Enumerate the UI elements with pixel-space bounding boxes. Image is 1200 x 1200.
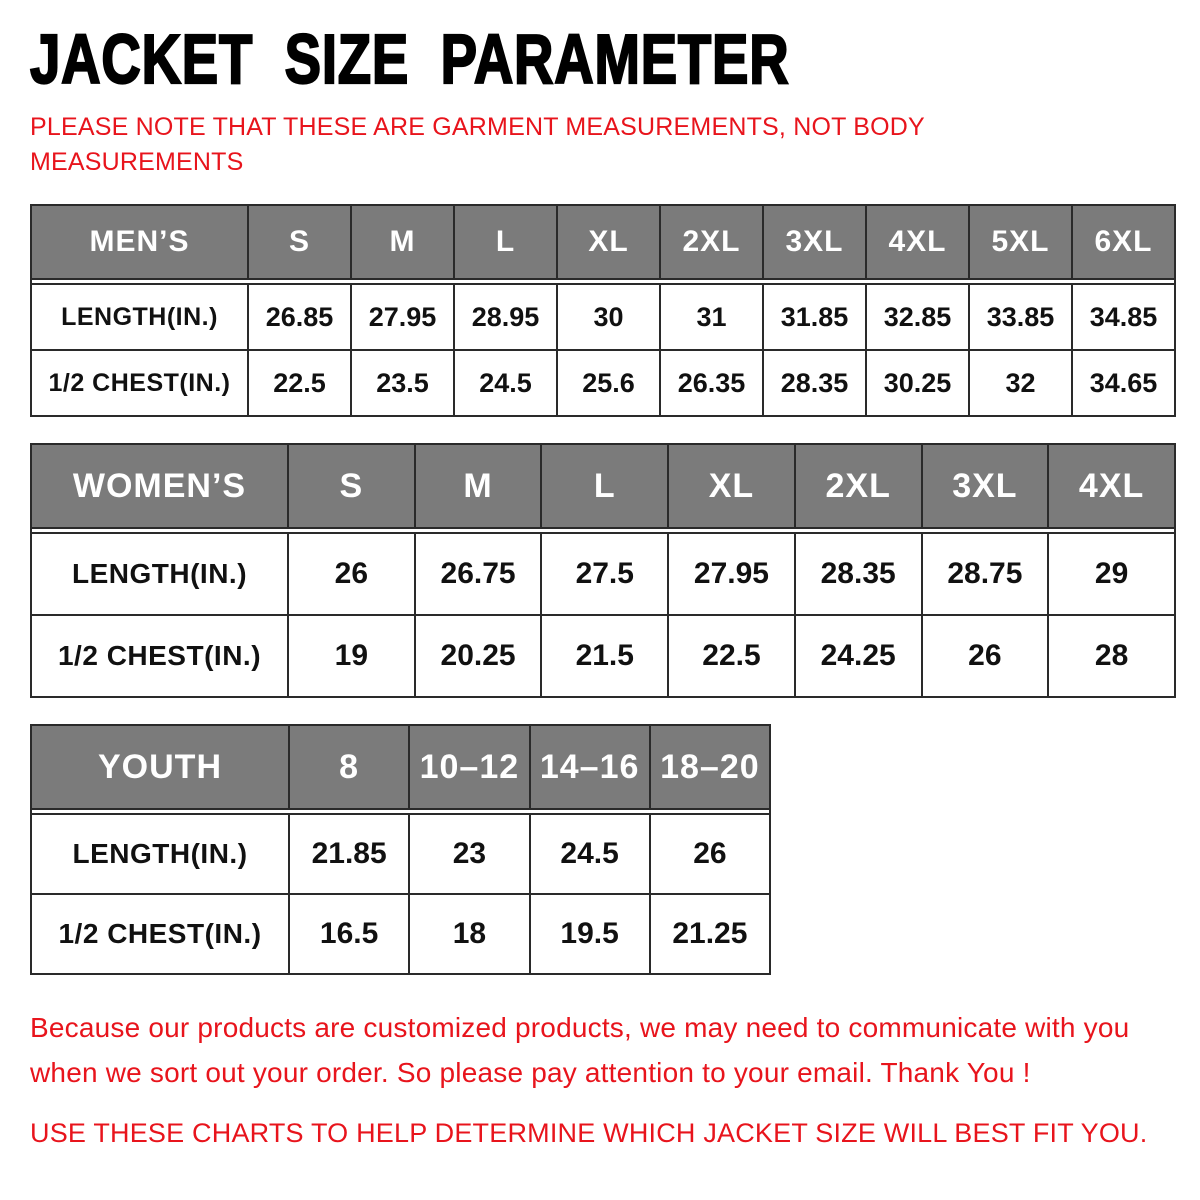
youth-size-column-header: 8 <box>289 725 409 809</box>
value-cell: 28 <box>1048 615 1175 697</box>
mens-size-column-header: 6XL <box>1072 205 1175 279</box>
value-cell: 19.5 <box>530 894 650 974</box>
value-cell: 31.85 <box>763 284 866 350</box>
womens-size-column-header: M <box>415 444 542 528</box>
value-cell: 23.5 <box>351 350 454 416</box>
value-cell: 20.25 <box>415 615 542 697</box>
mens-measurement-row <box>31 284 1175 350</box>
page-title: JACKET SIZE PARAMETER <box>30 20 790 98</box>
youth-table-section <box>30 724 1172 975</box>
value-cell: 25.6 <box>557 350 660 416</box>
value-cell: 21.5 <box>541 615 668 697</box>
mens-size-column-header: L <box>454 205 557 279</box>
value-cell: 27.5 <box>541 533 668 615</box>
youth-size-column-header: 18–20 <box>650 725 770 809</box>
mens-size-table <box>30 204 1176 417</box>
youth-size-column-header: 14–16 <box>530 725 650 809</box>
mens-measurement-row <box>31 350 1175 416</box>
value-cell: 34.65 <box>1072 350 1175 416</box>
womens-measurement-row <box>31 533 1175 615</box>
womens-table-title: WOMEN’S <box>31 444 288 528</box>
womens-table-section <box>30 443 1172 698</box>
value-cell: 26 <box>288 533 415 615</box>
mens-header-row <box>31 205 1175 279</box>
value-cell: 24.5 <box>454 350 557 416</box>
youth-measurement-row <box>31 894 770 974</box>
value-cell: 24.5 <box>530 814 650 894</box>
womens-header-row <box>31 444 1175 528</box>
youth-table-title: YOUTH <box>31 725 289 809</box>
womens-size-column-header: 2XL <box>795 444 922 528</box>
womens-measurement-row <box>31 615 1175 697</box>
mens-size-column-header: M <box>351 205 454 279</box>
value-cell: 32.85 <box>866 284 969 350</box>
chart-usage-note: USE THESE CHARTS TO HELP DETERMINE WHICH JACKET SIZE WILL BEST FIT YOU. <box>30 1117 1148 1148</box>
mens-size-column-header: 5XL <box>969 205 1072 279</box>
value-cell: 21.85 <box>289 814 409 894</box>
mens-size-column-header: XL <box>557 205 660 279</box>
value-cell: 30 <box>557 284 660 350</box>
value-cell: 30.25 <box>866 350 969 416</box>
mens-size-column-header: 3XL <box>763 205 866 279</box>
row-label: 1/2 CHEST(IN.) <box>31 350 248 416</box>
womens-size-column-header: XL <box>668 444 795 528</box>
value-cell: 33.85 <box>969 284 1072 350</box>
youth-size-table <box>30 724 771 975</box>
value-cell: 22.5 <box>248 350 351 416</box>
value-cell: 26 <box>922 615 1049 697</box>
mens-size-column-header: 4XL <box>866 205 969 279</box>
row-label: LENGTH(IN.) <box>31 284 248 350</box>
value-cell: 23 <box>409 814 529 894</box>
value-cell: 16.5 <box>289 894 409 974</box>
value-cell: 26.35 <box>660 350 763 416</box>
value-cell: 28.35 <box>795 533 922 615</box>
row-label: LENGTH(IN.) <box>31 814 289 894</box>
row-label: 1/2 CHEST(IN.) <box>31 894 289 974</box>
womens-size-column-header: L <box>541 444 668 528</box>
value-cell: 26.75 <box>415 533 542 615</box>
youth-size-column-header: 10–12 <box>409 725 529 809</box>
row-label: 1/2 CHEST(IN.) <box>31 615 288 697</box>
womens-size-column-header: 4XL <box>1048 444 1175 528</box>
row-label: LENGTH(IN.) <box>31 533 288 615</box>
value-cell: 31 <box>660 284 763 350</box>
mens-table-title: MEN’S <box>31 205 248 279</box>
womens-size-column-header: S <box>288 444 415 528</box>
value-cell: 26 <box>650 814 770 894</box>
value-cell: 34.85 <box>1072 284 1175 350</box>
mens-table-section <box>30 204 1172 417</box>
mens-size-column-header: 2XL <box>660 205 763 279</box>
value-cell: 28.35 <box>763 350 866 416</box>
youth-measurement-row <box>31 814 770 894</box>
garment-measurement-note: PLEASE NOTE THAT THESE ARE GARMENT MEASUREMENTS, NOT BODY MEASUREMENTS <box>30 113 925 176</box>
womens-size-column-header: 3XL <box>922 444 1049 528</box>
value-cell: 29 <box>1048 533 1175 615</box>
youth-header-row <box>31 725 770 809</box>
value-cell: 28.95 <box>454 284 557 350</box>
value-cell: 18 <box>409 894 529 974</box>
value-cell: 26.85 <box>248 284 351 350</box>
value-cell: 27.95 <box>668 533 795 615</box>
value-cell: 19 <box>288 615 415 697</box>
customization-notice: Because our products are customized products, we may need to communicate with you when we sort out your order. So please pay attention to your email. Thank You ! <box>30 1012 1130 1089</box>
womens-size-table <box>30 443 1176 698</box>
value-cell: 21.25 <box>650 894 770 974</box>
value-cell: 24.25 <box>795 615 922 697</box>
value-cell: 28.75 <box>922 533 1049 615</box>
value-cell: 22.5 <box>668 615 795 697</box>
value-cell: 32 <box>969 350 1072 416</box>
value-cell: 27.95 <box>351 284 454 350</box>
mens-size-column-header: S <box>248 205 351 279</box>
